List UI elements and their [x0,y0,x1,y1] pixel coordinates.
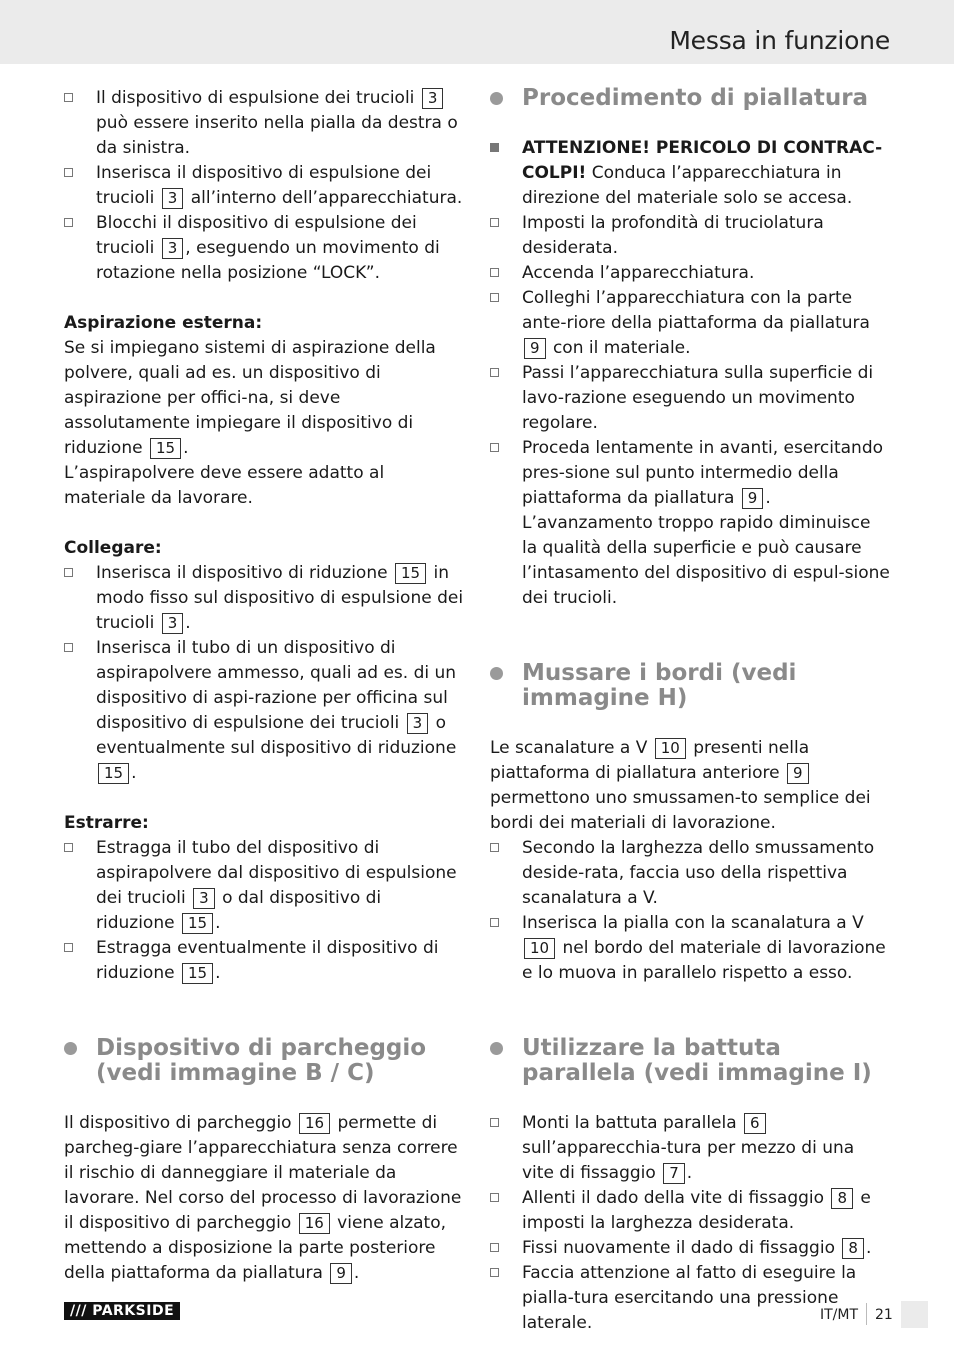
part-reference: 9 [524,338,546,359]
square-bullet-icon [490,368,499,377]
part-reference: 3 [162,238,184,259]
part-reference: 15 [182,963,213,984]
part-reference: 15 [98,763,129,784]
page-header [0,0,954,64]
list-item: Fissi nuovamente il dado di fissaggio 8 . [490,1236,890,1261]
square-bullet-icon [64,943,73,952]
list-item: Passi l’apparecchiatura sulla superficie di lavo-razione eseguendo un movimento regolare. [490,361,890,436]
part-reference: 8 [842,1238,864,1259]
square-bullet-icon [64,218,73,227]
list-item: Faccia attenzione al fatto di eseguire la pialla-tura esercitando una pressione laterale. [490,1261,890,1336]
piallatura-list [490,211,890,611]
list-item: Inserisca il dispositivo di espulsione dei trucioli 3 all’interno dell’apparecchiatura. [64,161,464,211]
parkside-logo: /// PARKSIDE [64,1302,180,1320]
square-bullet-icon [64,168,73,177]
square-bullet-icon [490,918,499,927]
list-item: Il dispositivo di espulsione dei trucioli 3 può essere inserito nella pialla da destra o da sinistra. [64,86,464,161]
part-reference: 15 [395,563,426,584]
square-bullet-icon [490,1243,499,1252]
intro-list [64,86,464,286]
subheading-aspirazione: Aspirazione esterna: [64,313,263,333]
square-bullet-icon [490,443,499,452]
list-item: Secondo la larghezza dello smussamento deside-rata, faccia uso della rispettiva scanalatura a V. [490,836,890,911]
section-bullet-icon [490,92,503,105]
square-bullet-icon [490,218,499,227]
square-bullet-icon [490,268,499,277]
paragraph-aspirapolvere: L’aspirapolvere deve essere adatto al materiale da lavorare. [64,463,385,508]
section-heading-parcheggio [64,1036,464,1086]
square-bullet-icon [490,1193,499,1202]
section-title: Mussare i bordi (vedi immagine H) [522,660,797,711]
warning-item [490,136,890,211]
mussare-list [490,836,890,986]
list-item: Monti la battuta parallela 6 sull’apparecchia-tura per mezzo di una vite di fissaggio 7 . [490,1111,890,1186]
language-code: IT/MT [820,1307,859,1323]
page-title: Messa in funzione [669,26,890,55]
list-item: Proceda lentamente in avanti, esercitando pres-sione sul punto intermedio della piattaforma da piallatura 9 . L’avanzamento troppo rapido diminuisce la qualità della superficie e può causare l’intasamento del dispositivo di espul-sione dei trucioli. [490,436,890,611]
warning-label: ATTENZIONE! PERICOLO DI CONTRAC-COLPI! [522,138,883,183]
section-heading-battuta [490,1036,890,1086]
list-item: Imposti la profondità di truciolatura desiderata. [490,211,890,261]
estrarre-list [64,836,464,986]
part-reference: 10 [655,738,686,759]
section-title: Utilizzare la battuta parallela (vedi immagine I) [522,1035,872,1086]
part-reference: 10 [524,938,555,959]
collegare-list [64,561,464,786]
section-title: Procedimento di piallatura [522,85,869,111]
section-bullet-icon [490,667,503,680]
square-bullet-icon [64,568,73,577]
section-heading-piallatura [490,86,890,111]
list-item: Inserisca il dispositivo di riduzione 15 in modo fisso sul dispositivo di espulsione dei trucioli 3 . [64,561,464,636]
list-item: Blocchi il dispositivo di espulsione dei trucioli 3 , eseguendo un movimento di rotazione nella posizione “LOCK”. [64,211,464,286]
left-column [64,86,464,1286]
square-bullet-icon [490,1268,499,1277]
section-bullet-icon [64,1042,77,1055]
part-reference: 9 [787,763,809,784]
part-reference: 3 [407,713,429,734]
warning-bullet-icon [490,143,499,152]
part-reference: 9 [742,488,764,509]
battuta-list [490,1111,890,1336]
list-item: Accenda l’apparecchiatura. [490,261,890,286]
part-reference: 9 [330,1263,352,1284]
square-bullet-icon [490,293,499,302]
part-reference: 15 [182,913,213,934]
part-reference: 16 [299,1213,330,1234]
page-number: 21 [875,1307,893,1323]
part-reference: 8 [831,1188,853,1209]
list-item: Estragga il tubo del dispositivo di aspirapolvere dal dispositivo di espulsione dei trucioli 3 o dal dispositivo di riduzione 15 . [64,836,464,936]
part-reference: 3 [422,88,444,109]
right-column [490,86,890,1336]
footer-tab [901,1301,928,1328]
subheading-estrarre: Estrarre: [64,813,149,833]
section-bullet-icon [490,1042,503,1055]
part-reference: 7 [663,1163,685,1184]
square-bullet-icon [64,643,73,652]
square-bullet-icon [490,1118,499,1127]
warning-text: Conduca l’apparecchiatura in direzione del materiale solo se accesa. [522,163,853,208]
list-item: Inserisca il tubo di un dispositivo di aspirapolvere ammesso, quali ad es. di un dispositivo di aspi-razione per officina sul dispositivo di espulsione dei trucioli 3 o eventualmente sul dispositivo di riduzione 15 . [64,636,464,786]
part-reference: 3 [193,888,215,909]
part-reference: 15 [150,438,181,459]
square-bullet-icon [490,843,499,852]
square-bullet-icon [64,93,73,102]
square-bullet-icon [64,843,73,852]
section-heading-mussare [490,661,890,711]
list-item: Colleghi l’apparecchiatura con la parte ante-riore della piattaforma da piallatura 9 con il materiale. [490,286,890,361]
part-reference: 3 [162,188,184,209]
footer-divider [866,1303,867,1325]
subheading-collegare: Collegare: [64,538,162,558]
paragraph-parcheggio: Il dispositivo di parcheggio 16 permette di parcheg-giare l’apparecchiatura senza correre il rischio di danneggiare il materiale da lavorare. Nel corso del processo di lavorazione il dispositivo di parcheggio 16 viene alzato, mettendo a disposizione la parte posteriore della piattaforma da piallatura 9 . [64,1113,462,1283]
paragraph-aspirazione: Se si impiegano sistemi di aspirazione della polvere, quali ad es. un dispositivo di aspirazione per offici-na, si deve assolutamente impiegare il dispositivo di riduzione 15 . [64,338,436,458]
part-reference: 6 [744,1113,766,1134]
part-reference: 16 [299,1113,330,1134]
paragraph-mussare: Le scanalature a V 10 presenti nella piattaforma di piallatura anteriore 9 permettono uno smussamen-to semplice dei bordi dei materiali di lavorazione. [490,738,871,833]
list-item: Estragga eventualmente il dispositivo di riduzione 15 . [64,936,464,986]
part-reference: 3 [162,613,184,634]
list-item: Allenti il dado della vite di fissaggio 8 e imposti la larghezza desiderata. [490,1186,890,1236]
list-item: Inserisca la pialla con la scanalatura a V 10 nel bordo del materiale di lavorazione e lo muova in parallelo rispetto a esso. [490,911,890,986]
section-title: Dispositivo di parcheggio (vedi immagine B / C) [96,1035,427,1086]
